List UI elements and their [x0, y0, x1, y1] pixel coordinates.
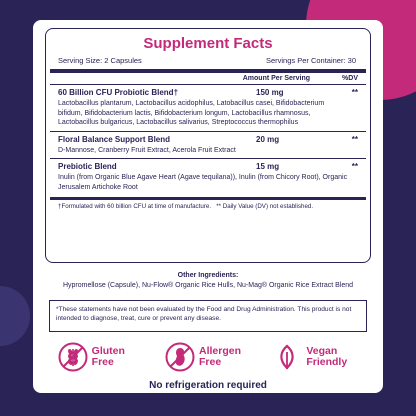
- other-ingredients-text: Hypromellose (Capsule), Nu-Flow® Organic Rice Hulls, Nu-Mag® Organic Rice Extract Blend: [62, 282, 354, 289]
- leaf-icon: [272, 342, 302, 372]
- serving-size: Serving Size: 2 Capsules: [58, 56, 142, 65]
- servings-per-container: Servings Per Container: 30: [265, 56, 356, 65]
- peanut-icon: [165, 342, 195, 372]
- blend-name: Floral Balance Support Blend: [58, 134, 171, 144]
- label-panel: [33, 20, 383, 393]
- badge-label: Gluten Free: [91, 345, 125, 368]
- storage-note: No refrigeration required: [149, 380, 267, 391]
- blend-row: [46, 132, 370, 159]
- wheat-icon: [58, 342, 88, 372]
- blend-row: [46, 159, 370, 195]
- blend-dv: **: [351, 134, 358, 144]
- blend-amount: 150 mg: [256, 88, 284, 97]
- blend-amount: 20 mg: [256, 134, 280, 144]
- blend-ingredients: D-Mannose, Cranberry Fruit Extract, Acerola Fruit Extract: [58, 146, 236, 154]
- blend-dv: **: [351, 88, 358, 97]
- decorative-circle-left: [0, 286, 30, 346]
- facts-title: Supplement Facts: [143, 35, 273, 52]
- amount-header: Amount Per Serving: [242, 75, 311, 82]
- amount-header-row: [46, 73, 370, 84]
- fda-disclaimer: *These statements have not been evaluated by the Food and Drug Administration. This product is not intended to diagnose, treat, cure or prevent any disease.: [49, 300, 367, 332]
- allergen-free-badge: [165, 342, 251, 372]
- badge-row: [47, 342, 369, 372]
- blend-name: 60 Billion CFU Probiotic Blend†: [58, 88, 179, 97]
- blend-name: Prebiotic Blend: [58, 162, 117, 171]
- badge-label: Vegan Friendly: [306, 345, 348, 368]
- facts-footnote: †Formulated with 60 billion CFU at time of manufacture. ** Daily Value (DV) not established.: [58, 203, 314, 210]
- blend-dv: **: [351, 162, 358, 171]
- serving-row: [46, 53, 370, 65]
- badge-label: Allergen Free: [198, 345, 241, 368]
- blend-ingredients: Lactobacillus plantarum, Lactobacillus acidophilus, Latobacillus casei, Bifidobacterium bifidum, Bifidobacterium lactis, Bifidobacterium longum, Lactobacillus rhamnosus, Lactobacillus bulgaricus, Lactobacillus salivarius, Streptococcus thermophilus: [58, 100, 325, 126]
- blend-ingredients: Inulin (from Organic Blue Agave Heart (Agave tequilana)), Inulin (from Chicory Root), Organic Jerusalem Artichoke Root: [58, 174, 348, 191]
- dv-header: %DV: [342, 75, 358, 82]
- blend-amount: 15 mg: [256, 162, 280, 171]
- other-ingredients-heading: Other Ingredients:: [177, 272, 239, 279]
- blend-row: [46, 85, 370, 131]
- vegan-badge: [272, 342, 358, 372]
- gluten-free-badge: [58, 342, 144, 372]
- supplement-facts-box: [45, 28, 371, 263]
- other-ingredients: [33, 271, 383, 291]
